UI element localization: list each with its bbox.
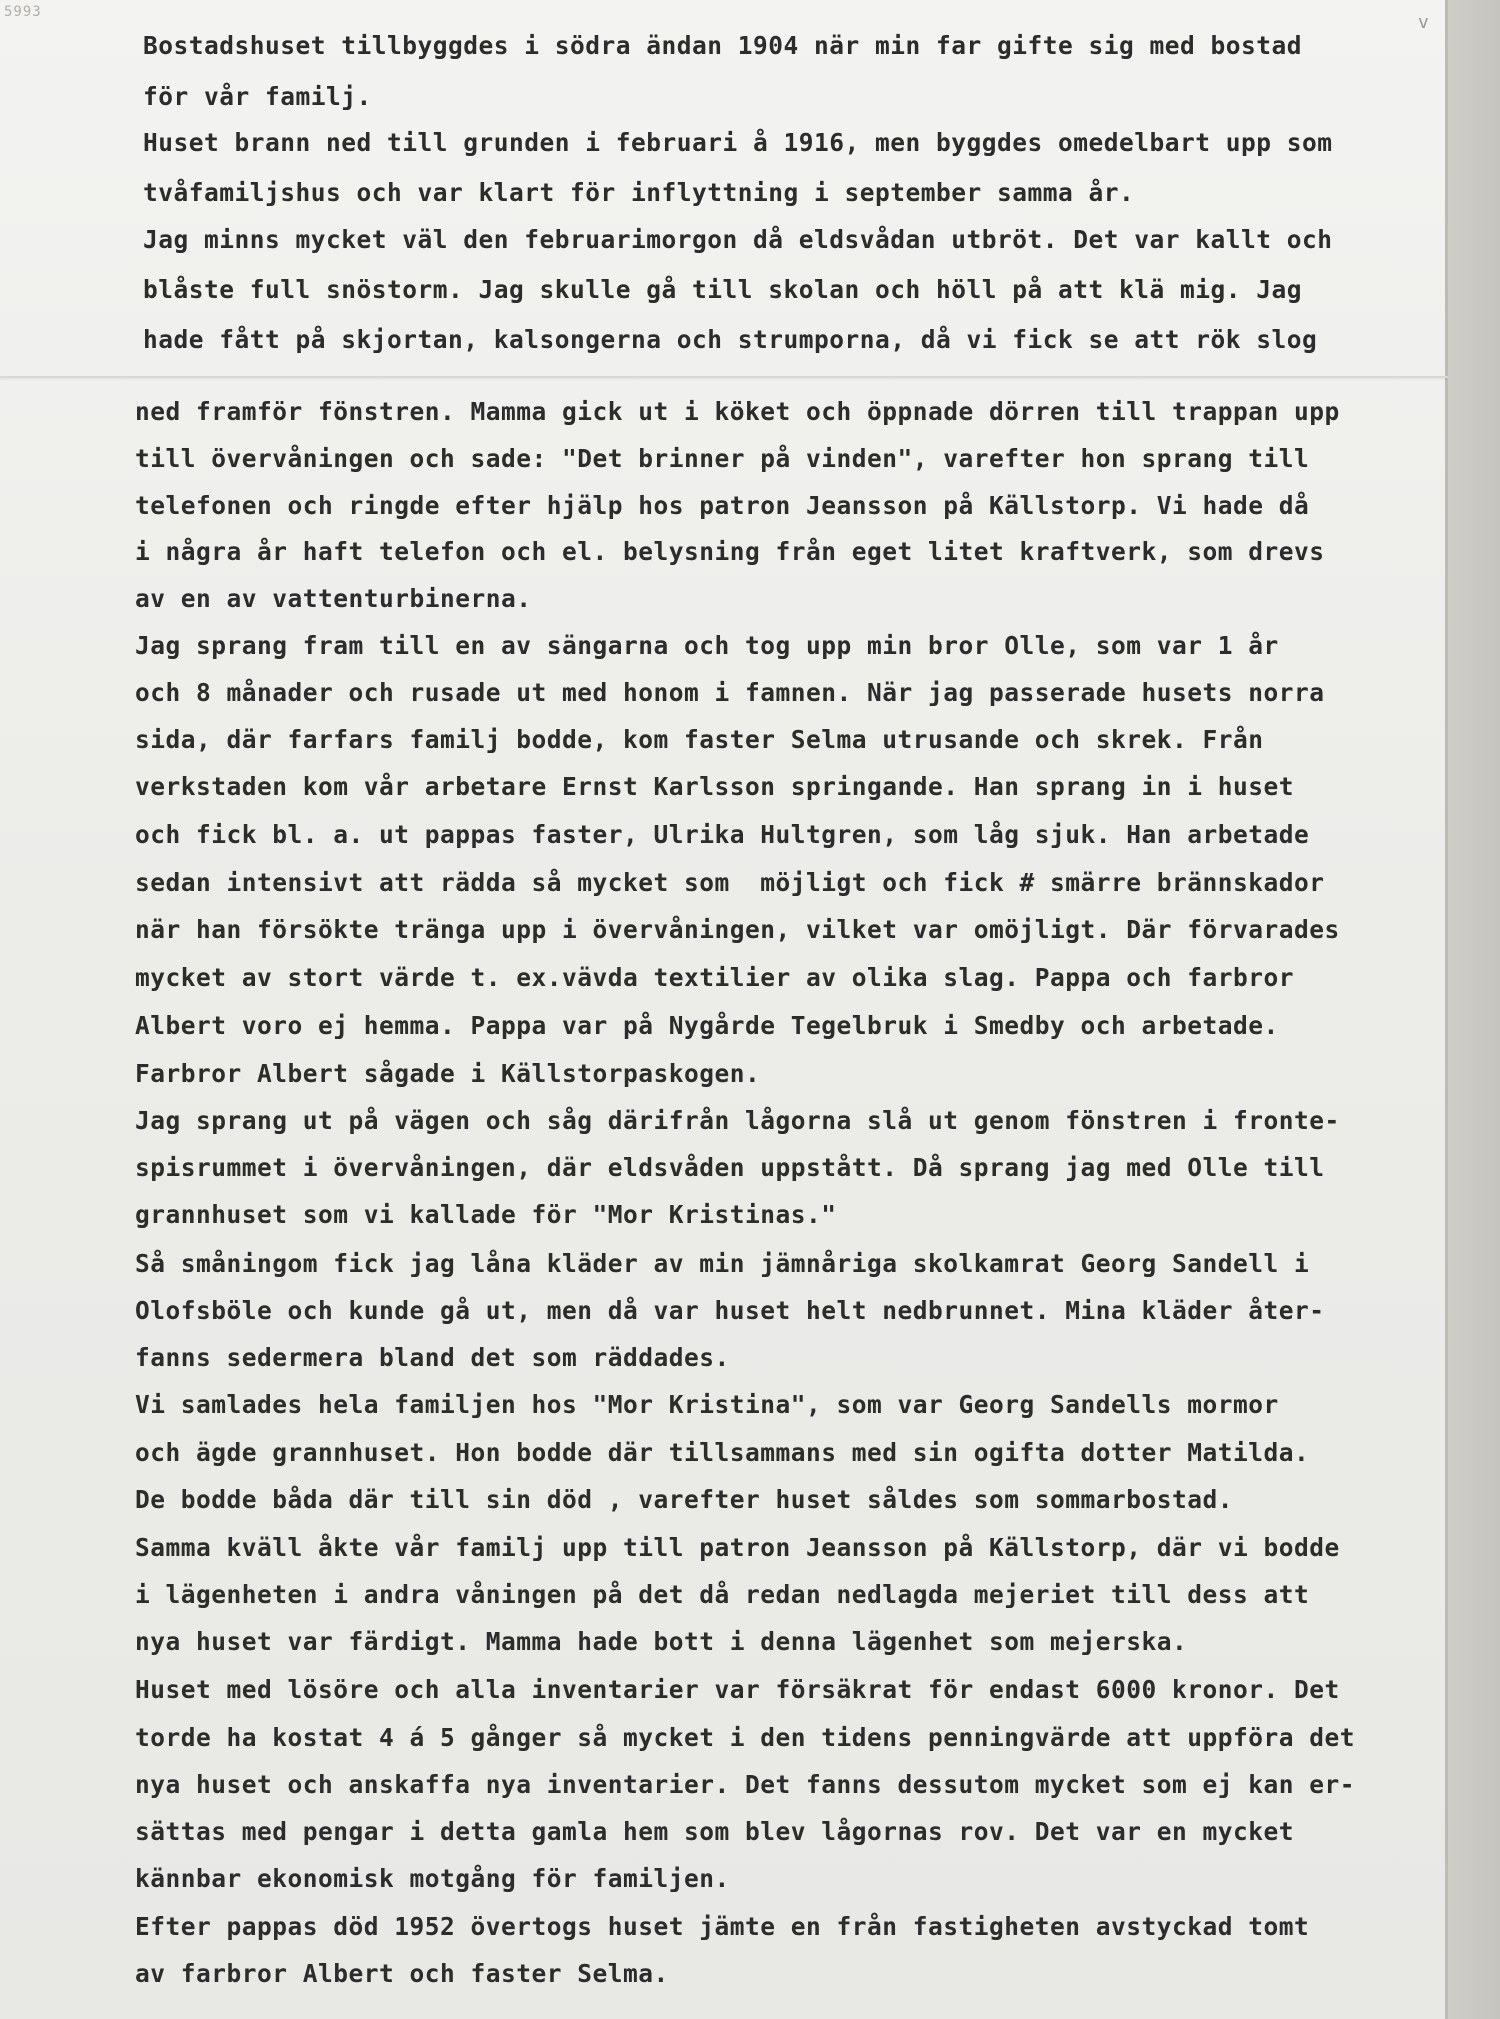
text-line: Jag minns mycket väl den februarimorgon då eldsvådan utbröt. Det var kallt och	[143, 225, 1333, 254]
text-line: i några år haft telefon och el. belysning från eget litet kraftverk, som drevs	[135, 537, 1325, 566]
text-line: Jag sprang fram till en av sängarna och tog upp min bror Olle, som var 1 år	[135, 631, 1279, 660]
text-line: Farbror Albert sågade i Källstorpaskogen.	[135, 1059, 761, 1088]
text-line: sedan intensivt att rädda så mycket som möjligt och fick # smärre brännskador	[135, 868, 1325, 897]
margin-check-mark: v	[1418, 12, 1429, 33]
text-line: och fick bl. a. ut pappas faster, Ulrika Hultgren, som låg sjuk. Han arbetade	[135, 820, 1310, 849]
text-line: verkstaden kom vår arbetare Ernst Karlsson springande. Han sprang in i huset	[135, 772, 1295, 801]
text-line: Efter pappas död 1952 övertogs huset jämte en från fastigheten avstyckad tomt	[135, 1912, 1310, 1941]
text-line: av farbror Albert och faster Selma.	[135, 1959, 669, 1988]
text-line: tvåfamiljshus och var klart för inflyttning i september samma år.	[143, 178, 1135, 207]
text-line: och ägde grannhuset. Hon bodde där tillsammans med sin ogifta dotter Matilda.	[135, 1438, 1310, 1467]
text-line: Albert voro ej hemma. Pappa var på Nygårde Tegelbruk i Smedby och arbetade.	[135, 1011, 1279, 1040]
text-line: grannhuset som vi kallade för "Mor Kristinas."	[135, 1200, 837, 1229]
text-line: mycket av stort värde t. ex.vävda textilier av olika slag. Pappa och farbror	[135, 963, 1295, 992]
text-line: ned framför fönstren. Mamma gick ut i köket och öppnade dörren till trappan upp	[135, 397, 1340, 426]
text-line: torde ha kostat 4 á 5 gånger så mycket i den tidens penningvärde att uppföra det	[135, 1723, 1356, 1752]
text-line: sättas med pengar i detta gamla hem som blev lågornas rov. Det var en mycket	[135, 1817, 1295, 1846]
text-line: nya huset var färdigt. Mamma hade bott i denna lägenhet som mejerska.	[135, 1627, 1188, 1656]
text-line: sida, där farfars familj bodde, kom faster Selma utrusande och skrek. Från	[135, 725, 1264, 754]
text-line: i lägenheten i andra våningen på det då redan nedlagda mejeriet till dess att	[135, 1580, 1310, 1609]
text-line: och 8 månader och rusade ut med honom i famnen. När jag passerade husets norra	[135, 678, 1325, 707]
text-line: fanns sedermera bland det som räddades.	[135, 1343, 730, 1372]
text-line: av en av vattenturbinerna.	[135, 584, 532, 613]
paper-fold-line	[0, 376, 1448, 378]
text-line: Så småningom fick jag låna kläder av min jämnåriga skolkamrat Georg Sandell i	[135, 1249, 1310, 1278]
text-line: telefonen och ringde efter hjälp hos patron Jeansson på Källstorp. Vi hade då	[135, 491, 1310, 520]
text-line: för vår familj.	[143, 82, 372, 111]
text-line: Huset med lösöre och alla inventarier var försäkrat för endast 6000 kronor. Det	[135, 1675, 1340, 1704]
text-line: blåste full snöstorm. Jag skulle gå till skolan och höll på att klä mig. Jag	[143, 275, 1303, 304]
text-line: hade fått på skjortan, kalsongerna och strumporna, då vi fick se att rök slog	[143, 325, 1318, 354]
background-edge	[1448, 0, 1500, 2019]
text-line: nya huset och anskaffa nya inventarier. Det fanns dessutom mycket som ej kan er-	[135, 1770, 1356, 1799]
text-line: Olofsböle och kunde gå ut, men då var huset helt nedbrunnet. Mina kläder åter-	[135, 1296, 1325, 1325]
text-line: De bodde båda där till sin död , varefter huset såldes som sommarbostad.	[135, 1485, 1234, 1514]
text-line: Samma kväll åkte vår familj upp till patron Jeansson på Källstorp, där vi bodde	[135, 1533, 1340, 1562]
text-line: kännbar ekonomisk motgång för familjen.	[135, 1864, 730, 1893]
text-line: Jag sprang ut på vägen och såg därifrån lågorna slå ut genom fönstren i fronte-	[135, 1106, 1340, 1135]
text-line: när han försökte tränga upp i övervåningen, vilket var omöjligt. Där förvarades	[135, 915, 1340, 944]
archive-number: 5993	[4, 4, 42, 20]
text-line: Bostadshuset tillbyggdes i södra ändan 1904 när min far gifte sig med bostad	[143, 31, 1303, 60]
text-line: till övervåningen och sade: "Det brinner på vinden", varefter hon sprang till	[135, 444, 1310, 473]
text-line: spisrummet i övervåningen, där eldsvåden uppstått. Då sprang jag med Olle till	[135, 1153, 1325, 1182]
text-line: Vi samlades hela familjen hos "Mor Kristina", som var Georg Sandells mormor	[135, 1390, 1279, 1419]
text-line: Huset brann ned till grunden i februari å 1916, men byggdes omedelbart upp som	[143, 128, 1333, 157]
